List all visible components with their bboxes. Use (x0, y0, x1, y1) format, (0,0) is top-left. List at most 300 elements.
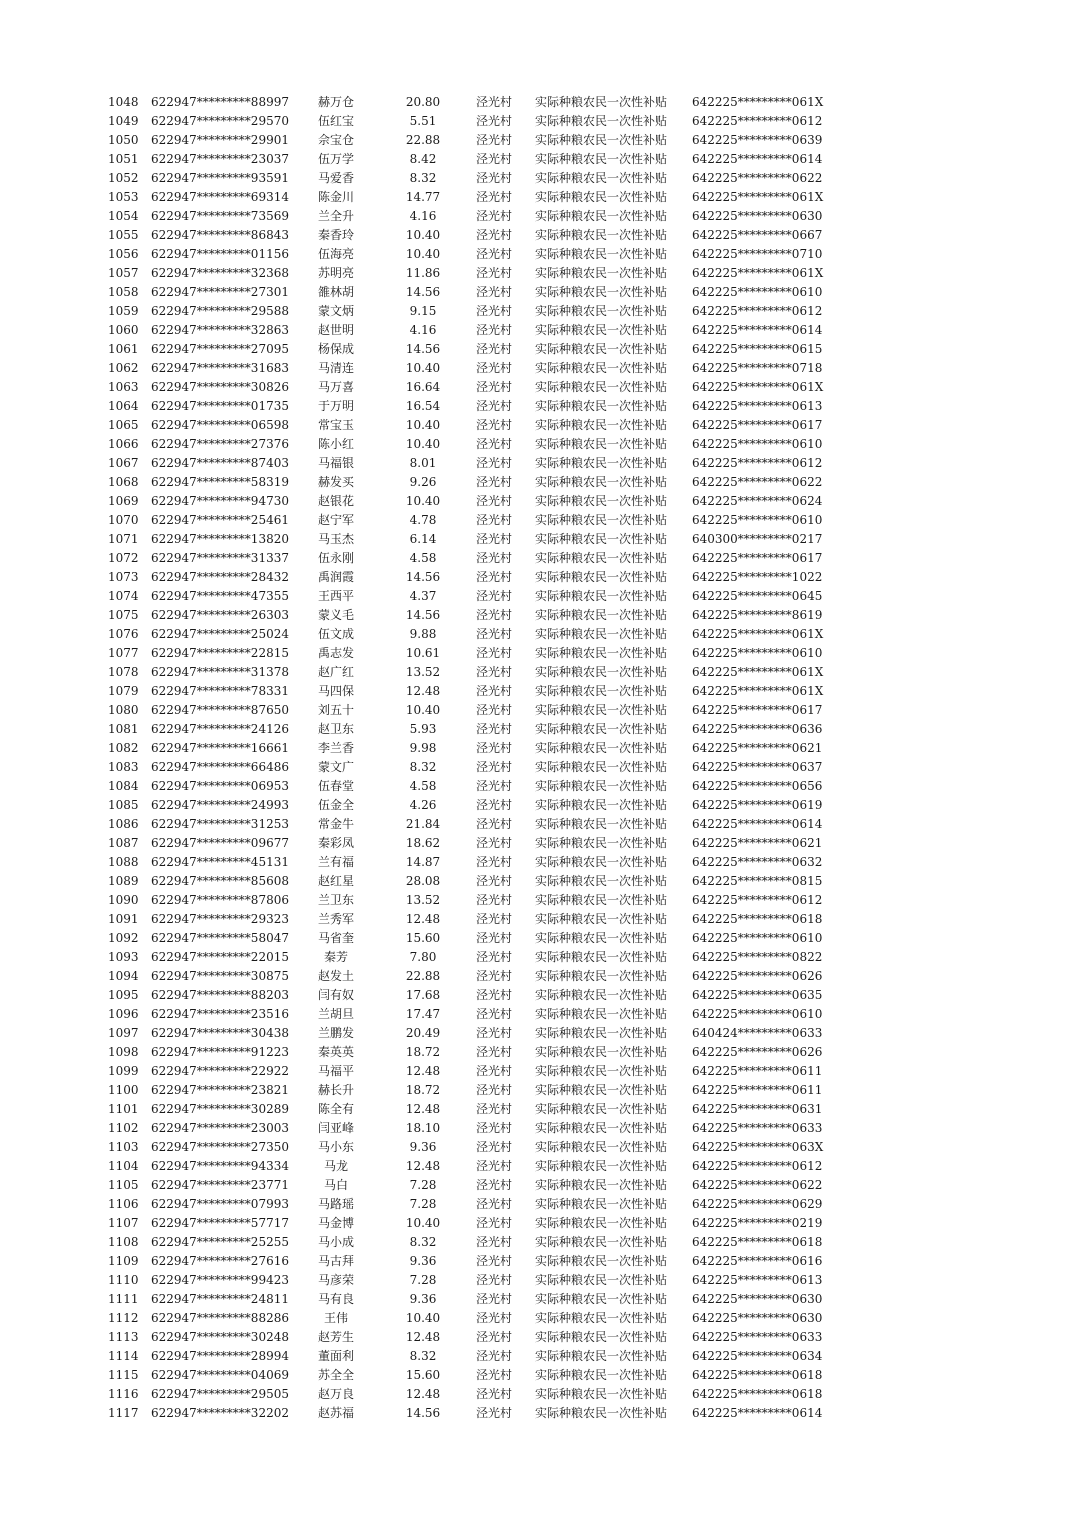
village-name: 泾光村 (476, 950, 513, 964)
farmer-name: 杨保成 (317, 342, 354, 356)
village-name: 泾光村 (476, 608, 513, 622)
village-name: 泾光村 (476, 361, 513, 375)
subsidy-amount: 18.72 (405, 1083, 441, 1097)
id-number: 642225*********0645 (692, 589, 823, 603)
bank-card-number: 622947*********01735 (151, 399, 289, 413)
row-number: 1113 (108, 1330, 139, 1344)
bank-card-number: 622947*********94730 (151, 494, 289, 508)
subsidy-amount: 14.56 (405, 1406, 441, 1420)
subsidy-type: 实际种粮农民一次性补贴 (535, 589, 668, 603)
subsidy-amount: 9.36 (409, 1254, 437, 1268)
table-row (0, 834, 1074, 853)
farmer-name: 赵世明 (317, 323, 354, 337)
bank-card-number: 622947*********29323 (151, 912, 289, 926)
subsidy-amount: 22.88 (405, 133, 441, 147)
id-number: 642225*********0630 (692, 1292, 823, 1306)
farmer-name: 蒙义毛 (317, 608, 354, 622)
bank-card-number: 622947*********01156 (151, 247, 289, 261)
village-name: 泾光村 (476, 1178, 513, 1192)
village-name: 泾光村 (476, 1330, 513, 1344)
farmer-name: 苏明亮 (317, 266, 354, 280)
row-number: 1061 (108, 342, 139, 356)
bank-card-number: 622947*********31253 (151, 817, 289, 831)
table-row (0, 587, 1074, 606)
id-number: 642225*********061X (692, 627, 824, 641)
bank-card-number: 622947*********23037 (151, 152, 289, 166)
bank-card-number: 622947*********23003 (151, 1121, 289, 1135)
farmer-name: 马龙 (323, 1159, 348, 1173)
row-number: 1058 (108, 285, 139, 299)
village-name: 泾光村 (476, 779, 513, 793)
subsidy-amount: 5.93 (409, 722, 437, 736)
row-number: 1067 (108, 456, 139, 470)
id-number: 642225*********0614 (692, 817, 823, 831)
bank-card-number: 622947*********86843 (151, 228, 289, 242)
farmer-name: 赵卫东 (317, 722, 354, 736)
village-name: 泾光村 (476, 1368, 513, 1382)
subsidy-amount: 9.15 (409, 304, 437, 318)
id-number: 642225*********0610 (692, 285, 823, 299)
table-row (0, 1062, 1074, 1081)
bank-card-number: 622947*********32202 (151, 1406, 289, 1420)
farmer-name: 伍春堂 (317, 779, 354, 793)
subsidy-type: 实际种粮农民一次性补贴 (535, 684, 668, 698)
farmer-name: 马彦荣 (317, 1273, 354, 1287)
village-name: 泾光村 (476, 570, 513, 584)
row-number: 1074 (108, 589, 139, 603)
subsidy-type: 实际种粮农民一次性补贴 (535, 855, 668, 869)
table-row (0, 1043, 1074, 1062)
village-name: 泾光村 (476, 95, 513, 109)
table-row (0, 302, 1074, 321)
subsidy-amount: 8.32 (409, 171, 437, 185)
village-name: 泾光村 (476, 1216, 513, 1230)
bank-card-number: 622947*********30826 (151, 380, 289, 394)
farmer-name: 赫发买 (317, 475, 354, 489)
table-row (0, 264, 1074, 283)
row-number: 1066 (108, 437, 139, 451)
subsidy-type: 实际种粮农民一次性补贴 (535, 133, 668, 147)
table-row (0, 986, 1074, 1005)
id-number: 642225*********0617 (692, 551, 823, 565)
village-name: 泾光村 (476, 1045, 513, 1059)
bank-card-number: 622947*********22922 (151, 1064, 289, 1078)
village-name: 泾光村 (476, 114, 513, 128)
village-name: 泾光村 (476, 627, 513, 641)
farmer-name: 李兰香 (317, 741, 354, 755)
id-number: 642225*********0612 (692, 1159, 823, 1173)
id-number: 642225*********0617 (692, 418, 823, 432)
table-row (0, 1100, 1074, 1119)
id-number: 642225*********0626 (692, 969, 823, 983)
table-row (0, 606, 1074, 625)
id-number: 642225*********0624 (692, 494, 823, 508)
subsidy-type: 实际种粮农民一次性补贴 (535, 988, 668, 1002)
row-number: 1100 (108, 1083, 139, 1097)
village-name: 泾光村 (476, 1007, 513, 1021)
subsidy-type: 实际种粮农民一次性补贴 (535, 1292, 668, 1306)
subsidy-type: 实际种粮农民一次性补贴 (535, 475, 668, 489)
table-row (0, 112, 1074, 131)
table-row (0, 1385, 1074, 1404)
table-row (0, 1328, 1074, 1347)
table-row (0, 1290, 1074, 1309)
village-name: 泾光村 (476, 969, 513, 983)
farmer-name: 马古拜 (317, 1254, 354, 1268)
bank-card-number: 622947*********73569 (151, 209, 289, 223)
subsidy-type: 实际种粮农民一次性补贴 (535, 114, 668, 128)
id-number: 642225*********0637 (692, 760, 823, 774)
bank-card-number: 622947*********32863 (151, 323, 289, 337)
subsidy-type: 实际种粮农民一次性补贴 (535, 323, 668, 337)
bank-card-number: 622947*********85608 (151, 874, 289, 888)
village-name: 泾光村 (476, 456, 513, 470)
row-number: 1071 (108, 532, 139, 546)
subsidy-type: 实际种粮农民一次性补贴 (535, 893, 668, 907)
subsidy-amount: 10.40 (405, 703, 441, 717)
table-row (0, 549, 1074, 568)
id-number: 642225*********0611 (692, 1064, 823, 1078)
farmer-name: 马清连 (317, 361, 354, 375)
subsidy-amount: 21.84 (405, 817, 441, 831)
id-number: 642225*********0622 (692, 1178, 823, 1192)
farmer-name: 马小成 (317, 1235, 354, 1249)
subsidy-type: 实际种粮农民一次性补贴 (535, 1007, 668, 1021)
subsidy-amount: 10.40 (405, 228, 441, 242)
bank-card-number: 622947*********32368 (151, 266, 289, 280)
subsidy-type: 实际种粮农民一次性补贴 (535, 228, 668, 242)
id-number: 642225*********0616 (692, 1254, 823, 1268)
farmer-name: 马四保 (317, 684, 354, 698)
subsidy-amount: 8.01 (409, 456, 437, 470)
row-number: 1050 (108, 133, 139, 147)
id-number: 642225*********063X (692, 1140, 824, 1154)
id-number: 642225*********0631 (692, 1102, 823, 1116)
id-number: 642225*********0718 (692, 361, 823, 375)
bank-card-number: 622947*********78331 (151, 684, 289, 698)
table-row (0, 435, 1074, 454)
table-row (0, 1157, 1074, 1176)
row-number: 1080 (108, 703, 139, 717)
bank-card-number: 622947*********25255 (151, 1235, 289, 1249)
farmer-name: 禹志发 (317, 646, 354, 660)
subsidy-type: 实际种粮农民一次性补贴 (535, 1159, 668, 1173)
row-number: 1106 (108, 1197, 139, 1211)
subsidy-amount: 14.87 (405, 855, 441, 869)
farmer-name: 马福平 (317, 1064, 354, 1078)
id-number: 642225*********0612 (692, 304, 823, 318)
bank-card-number: 622947*********58319 (151, 475, 289, 489)
table-row (0, 378, 1074, 397)
id-number: 642225*********0618 (692, 1235, 823, 1249)
id-number: 642225*********0710 (692, 247, 823, 261)
subsidy-amount: 4.16 (409, 209, 437, 223)
village-name: 泾光村 (476, 342, 513, 356)
village-name: 泾光村 (476, 475, 513, 489)
farmer-name: 赵发土 (317, 969, 354, 983)
subsidy-amount: 8.32 (409, 1349, 437, 1363)
subsidy-amount: 14.56 (405, 608, 441, 622)
id-number: 642225*********0612 (692, 114, 823, 128)
subsidy-amount: 8.42 (409, 152, 437, 166)
id-number: 642225*********061X (692, 95, 824, 109)
row-number: 1068 (108, 475, 139, 489)
table-row (0, 967, 1074, 986)
village-name: 泾光村 (476, 760, 513, 774)
row-number: 1103 (108, 1140, 139, 1154)
bank-card-number: 622947*********88203 (151, 988, 289, 1002)
row-number: 1054 (108, 209, 139, 223)
table-row (0, 359, 1074, 378)
subsidy-amount: 4.26 (409, 798, 437, 812)
village-name: 泾光村 (476, 380, 513, 394)
bank-card-number: 622947*********30875 (151, 969, 289, 983)
farmer-name: 伍万学 (317, 152, 354, 166)
subsidy-amount: 12.48 (405, 1387, 441, 1401)
village-name: 泾光村 (476, 418, 513, 432)
subsidy-amount: 8.32 (409, 1235, 437, 1249)
row-number: 1062 (108, 361, 139, 375)
id-number: 642225*********0618 (692, 1387, 823, 1401)
bank-card-number: 622947*********88286 (151, 1311, 289, 1325)
table-row (0, 739, 1074, 758)
bank-card-number: 622947*********31683 (151, 361, 289, 375)
farmer-name: 蒙文炳 (317, 304, 354, 318)
subsidy-type: 实际种粮农民一次性补贴 (535, 551, 668, 565)
village-name: 泾光村 (476, 1254, 513, 1268)
row-number: 1092 (108, 931, 139, 945)
bank-card-number: 622947*********87650 (151, 703, 289, 717)
row-number: 1079 (108, 684, 139, 698)
village-name: 泾光村 (476, 152, 513, 166)
id-number: 642225*********0614 (692, 152, 823, 166)
subsidy-type: 实际种粮农民一次性补贴 (535, 1254, 668, 1268)
subsidy-type: 实际种粮农民一次性补贴 (535, 760, 668, 774)
subsidy-amount: 28.08 (405, 874, 441, 888)
id-number: 642225*********061X (692, 266, 824, 280)
table-row (0, 1081, 1074, 1100)
subsidy-type: 实际种粮农民一次性补贴 (535, 1197, 668, 1211)
subsidy-type: 实际种粮农民一次性补贴 (535, 1216, 668, 1230)
row-number: 1078 (108, 665, 139, 679)
village-name: 泾光村 (476, 1102, 513, 1116)
bank-card-number: 622947*********26303 (151, 608, 289, 622)
table-row (0, 492, 1074, 511)
table-row (0, 1404, 1074, 1423)
subsidy-amount: 9.26 (409, 475, 437, 489)
subsidy-type: 实际种粮农民一次性补贴 (535, 1273, 668, 1287)
row-number: 1116 (108, 1387, 139, 1401)
subsidy-amount: 13.52 (405, 665, 441, 679)
farmer-name: 马金博 (317, 1216, 354, 1230)
table-row (0, 1233, 1074, 1252)
id-number: 642225*********0615 (692, 342, 823, 356)
table-row (0, 625, 1074, 644)
subsidy-amount: 7.80 (409, 950, 437, 964)
row-number: 1086 (108, 817, 139, 831)
table-row (0, 1176, 1074, 1195)
table-row (0, 777, 1074, 796)
table-row (0, 416, 1074, 435)
row-number: 1109 (108, 1254, 139, 1268)
id-number: 642225*********0610 (692, 646, 823, 660)
farmer-name: 陈小红 (317, 437, 354, 451)
bank-card-number: 622947*********30248 (151, 1330, 289, 1344)
subsidy-type: 实际种粮农民一次性补贴 (535, 570, 668, 584)
village-name: 泾光村 (476, 665, 513, 679)
bank-card-number: 622947*********09677 (151, 836, 289, 850)
bank-card-number: 622947*********47355 (151, 589, 289, 603)
id-number: 642225*********0618 (692, 1368, 823, 1382)
id-number: 642225*********0667 (692, 228, 823, 242)
farmer-name: 赵广红 (317, 665, 354, 679)
table-row (0, 758, 1074, 777)
subsidy-amount: 9.98 (409, 741, 437, 755)
village-name: 泾光村 (476, 532, 513, 546)
subsidy-amount: 13.52 (405, 893, 441, 907)
farmer-name: 赫长升 (317, 1083, 354, 1097)
row-number: 1098 (108, 1045, 139, 1059)
id-number: 642225*********0618 (692, 912, 823, 926)
table-row (0, 1024, 1074, 1043)
table-row (0, 131, 1074, 150)
farmer-name: 苏全全 (317, 1368, 354, 1382)
table-row (0, 226, 1074, 245)
subsidy-amount: 14.77 (405, 190, 441, 204)
table-row (0, 1195, 1074, 1214)
row-number: 1096 (108, 1007, 139, 1021)
table-row (0, 568, 1074, 587)
id-number: 640300*********0217 (692, 532, 823, 546)
subsidy-type: 实际种粮农民一次性补贴 (535, 1102, 668, 1116)
village-name: 泾光村 (476, 912, 513, 926)
row-number: 1115 (108, 1368, 139, 1382)
id-number: 642225*********0639 (692, 133, 823, 147)
farmer-name: 马小东 (317, 1140, 354, 1154)
row-number: 1053 (108, 190, 139, 204)
table-row (0, 93, 1074, 112)
subsidy-amount: 7.28 (409, 1273, 437, 1287)
village-name: 泾光村 (476, 1292, 513, 1306)
row-number: 1051 (108, 152, 139, 166)
subsidy-type: 实际种粮农民一次性补贴 (535, 950, 668, 964)
bank-card-number: 622947*********24811 (151, 1292, 289, 1306)
bank-card-number: 622947*********93591 (151, 171, 289, 185)
subsidy-amount: 16.54 (405, 399, 441, 413)
subsidy-amount: 12.48 (405, 1330, 441, 1344)
id-number: 642225*********0610 (692, 1007, 823, 1021)
village-name: 泾光村 (476, 1140, 513, 1154)
table-row (0, 910, 1074, 929)
table-row (0, 1271, 1074, 1290)
row-number: 1089 (108, 874, 139, 888)
row-number: 1065 (108, 418, 139, 432)
subsidy-type: 实际种粮农民一次性补贴 (535, 399, 668, 413)
subsidy-type: 实际种粮农民一次性补贴 (535, 95, 668, 109)
farmer-name: 于万明 (317, 399, 354, 413)
farmer-name: 王西平 (317, 589, 354, 603)
village-name: 泾光村 (476, 931, 513, 945)
subsidy-amount: 4.58 (409, 551, 437, 565)
farmer-name: 马万喜 (317, 380, 354, 394)
village-name: 泾光村 (476, 684, 513, 698)
subsidy-amount: 9.36 (409, 1292, 437, 1306)
village-name: 泾光村 (476, 133, 513, 147)
farmer-name: 伍海亮 (317, 247, 354, 261)
table-row (0, 929, 1074, 948)
row-number: 1082 (108, 741, 139, 755)
bank-card-number: 622947*********29570 (151, 114, 289, 128)
farmer-name: 马路瑶 (317, 1197, 354, 1211)
subsidy-type: 实际种粮农民一次性补贴 (535, 1178, 668, 1192)
subsidy-type: 实际种粮农民一次性补贴 (535, 380, 668, 394)
table-row (0, 1005, 1074, 1024)
bank-card-number: 622947*********58047 (151, 931, 289, 945)
bank-card-number: 622947*********28432 (151, 570, 289, 584)
farmer-name: 兰胡旦 (317, 1007, 354, 1021)
table-row (0, 473, 1074, 492)
id-number: 642225*********0613 (692, 399, 823, 413)
subsidy-type: 实际种粮农民一次性补贴 (535, 1368, 668, 1382)
subsidy-type: 实际种粮农民一次性补贴 (535, 437, 668, 451)
village-name: 泾光村 (476, 399, 513, 413)
subsidy-amount: 10.40 (405, 361, 441, 375)
row-number: 1093 (108, 950, 139, 964)
subsidy-type: 实际种粮农民一次性补贴 (535, 969, 668, 983)
subsidy-type: 实际种粮农民一次性补贴 (535, 456, 668, 470)
subsidy-type: 实际种粮农民一次性补贴 (535, 1045, 668, 1059)
village-name: 泾光村 (476, 646, 513, 660)
table-row (0, 530, 1074, 549)
bank-card-number: 622947*********07993 (151, 1197, 289, 1211)
farmer-name: 兰有福 (317, 855, 354, 869)
farmer-name: 赵红星 (317, 874, 354, 888)
subsidy-amount: 17.47 (405, 1007, 441, 1021)
subsidy-type: 实际种粮农民一次性补贴 (535, 608, 668, 622)
farmer-name: 秦芳 (323, 950, 348, 964)
table-row (0, 340, 1074, 359)
subsidy-amount: 10.40 (405, 437, 441, 451)
table-row (0, 397, 1074, 416)
subsidy-type: 实际种粮农民一次性补贴 (535, 1349, 668, 1363)
row-number: 1056 (108, 247, 139, 261)
subsidy-amount: 14.56 (405, 342, 441, 356)
subsidy-type: 实际种粮农民一次性补贴 (535, 836, 668, 850)
farmer-name: 马白 (323, 1178, 348, 1192)
village-name: 泾光村 (476, 266, 513, 280)
id-number: 642225*********0622 (692, 171, 823, 185)
village-name: 泾光村 (476, 1159, 513, 1173)
id-number: 642225*********0614 (692, 323, 823, 337)
village-name: 泾光村 (476, 1064, 513, 1078)
id-number: 642225*********0630 (692, 209, 823, 223)
farmer-name: 禹润霞 (317, 570, 354, 584)
village-name: 泾光村 (476, 437, 513, 451)
id-number: 642225*********0632 (692, 855, 823, 869)
village-name: 泾光村 (476, 722, 513, 736)
subsidy-type: 实际种粮农民一次性补贴 (535, 741, 668, 755)
row-number: 1057 (108, 266, 139, 280)
farmer-name: 闫有奴 (317, 988, 354, 1002)
subsidy-amount: 4.16 (409, 323, 437, 337)
table-row (0, 701, 1074, 720)
farmer-name: 马省奎 (317, 931, 354, 945)
subsidy-amount: 10.40 (405, 1216, 441, 1230)
table-row (0, 511, 1074, 530)
row-number: 1064 (108, 399, 139, 413)
village-name: 泾光村 (476, 1235, 513, 1249)
row-number: 1107 (108, 1216, 139, 1230)
